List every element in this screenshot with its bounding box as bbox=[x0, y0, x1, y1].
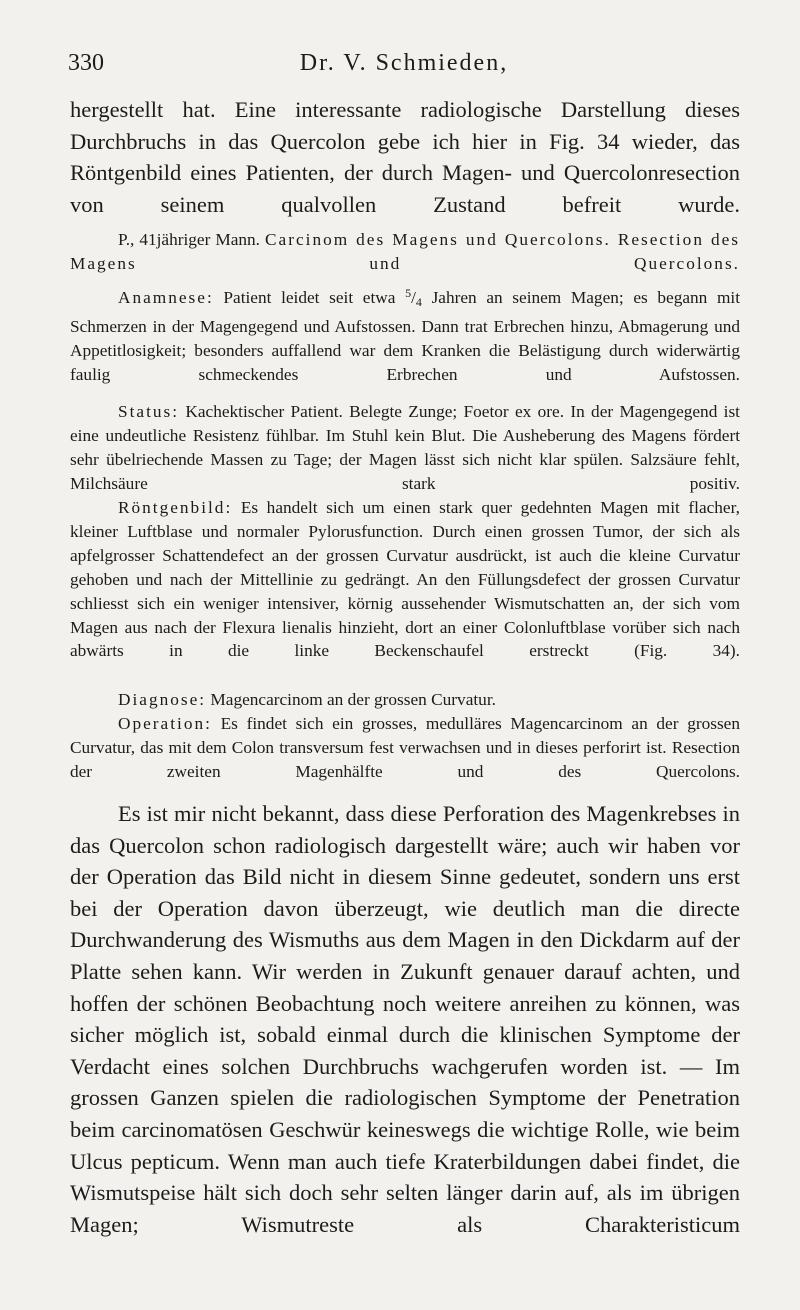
case-title bbox=[70, 228, 740, 276]
page-header bbox=[68, 50, 740, 84]
roentgen-paragraph bbox=[70, 496, 740, 663]
anamnese-text-a: Patient leidet seit etwa bbox=[223, 288, 396, 307]
diagnose-paragraph bbox=[70, 688, 740, 712]
roentgen-label: Röntgenbild: bbox=[118, 498, 233, 517]
top-paragraph: hergestellt hat. Eine interessante radiologische Darstellung dieses Durchbruchs in das Quercolon gebe ich hier in Fig. 34 wieder, das Röntgenbild eines Patienten, der durch Magen- und Quercolonresection von seinem qualvollen Zustand befreit wurde. bbox=[70, 97, 740, 217]
status-text: Kachektischer Patient. Belegte Zunge; Foetor ex ore. In der Magengegend ist eine undeutliche Resistenz fühlbar. Im Stuhl kein Blut. Die Ausheberung des Magens fördert sehr übelriechende Massen zu Tage; der Magen lässt sich nicht klar spülen. Salzsäure fehlt, Milchsäure stark positiv. bbox=[70, 402, 740, 493]
running-title: Dr. V. Schmieden, bbox=[299, 50, 509, 76]
fraction-numerator: 5 bbox=[405, 286, 412, 300]
operation-label: Operation: bbox=[118, 714, 212, 733]
diagnose-text: Magencarcinom an der grossen Curvatur. bbox=[210, 690, 496, 709]
case-title-label: P., 41jähriger Mann. bbox=[118, 230, 260, 249]
roentgen-text: Es handelt sich um einen stark quer gedehnten Magen mit flacher, kleiner Luftblase und normaler Pylorusfunction. Durch einen grossen Tumor, der sich als apfelgrosser Schattendefect an der grossen Curvatur ausdrückt, ist auch die kleine Curvatur gehoben und nach der Mittellinie zu gedrängt. An den Füllungsdefect der grossen Curvatur schliesst sich ein weniger intensiver, körnig aussehender Wismutschatten an, der sich vom Magen aus nach der Flexura lienalis hinzieht, dort an einer Colonluftblase vorüber sich nach abwärts in die linke Beckenschaufel erstreckt (Fig. 34). bbox=[70, 498, 740, 661]
operation-paragraph bbox=[70, 712, 740, 784]
anamnese-text-b: Jahren an seinem Magen; es begann mit Schmerzen in der Magengegend und Aufstossen. Dann trat Erbrechen hinzu, Abmagerung und Appetitlosigkeit; besonders auffallend war dem Kranken die Belästigung durch widerwärtig faulig schmeckendes Erbrechen und Aufstossen. bbox=[70, 288, 741, 384]
operation-text: Es findet sich ein grosses, medulläres Magencarcinom an der grossen Curvatur, das mit dem Colon transversum fest verwachsen und in dieses perforirt ist. Resection der zweiten Magenhälfte und des Quercolons. bbox=[70, 714, 740, 781]
anamnese-label: Anamnese: bbox=[118, 288, 214, 307]
page-number: 330 bbox=[68, 50, 104, 76]
case-title-rest: Carcinom des Magens und Quercolons. Resection des Magens und Quercolons. bbox=[70, 230, 741, 273]
diagnose-label: Diagnose: bbox=[118, 690, 207, 709]
anamnese-paragraph: Anamnese: Patient leidet seit etwa $^5/_4$ Jahren an seinem Magen; es begann mit Schmerzen in der Magengegend und Aufstossen. Dann trat Erbrechen hinzu, Abmagerung und Appetitlosigkeit; besonders auffallend war dem Kranken die Belästigung durch widerwärtig faulig schmeckendes Erbrechen und Aufstossen. bbox=[70, 286, 741, 384]
status-paragraph bbox=[70, 400, 740, 496]
bottom-paragraph: Es ist mir nicht bekannt, dass diese Perforation des Magenkrebses in das Quercolon schon radiologisch dargestellt wäre; auch wir haben vor der Operation das Bild nicht in diesem Sinne gedeutet, sondern uns erst bei der Operation davon überzeugt, wie deutlich man die directe Durchwanderung des Wismuths aus dem Magen in den Dickdarm auf der Platte sehen kann. Wir werden in Zukunft genauer darauf achten, und hoffen der schönen Beobachtung noch weitere anreihen zu können, was sicher möglich ist, sobald einmal durch die klinischen Symptome der Verdacht eines solchen Durchbruchs wachgerufen worden ist. — Im grossen Ganzen spielen die radiologischen Symptome der Penetration beim carcinomatösen Geschwür keineswegs die wichtige Rolle, wie beim Ulcus pepticum. Wenn man auch tiefe Kraterbildungen dabei findet, die Wismutspeise hält sich doch sehr selten länger darin auf, als im übrigen Magen; Wismutreste als Charakteristicum bbox=[70, 801, 740, 1237]
fraction-denominator: 4 bbox=[415, 295, 422, 309]
status-label: Status: bbox=[118, 402, 180, 421]
